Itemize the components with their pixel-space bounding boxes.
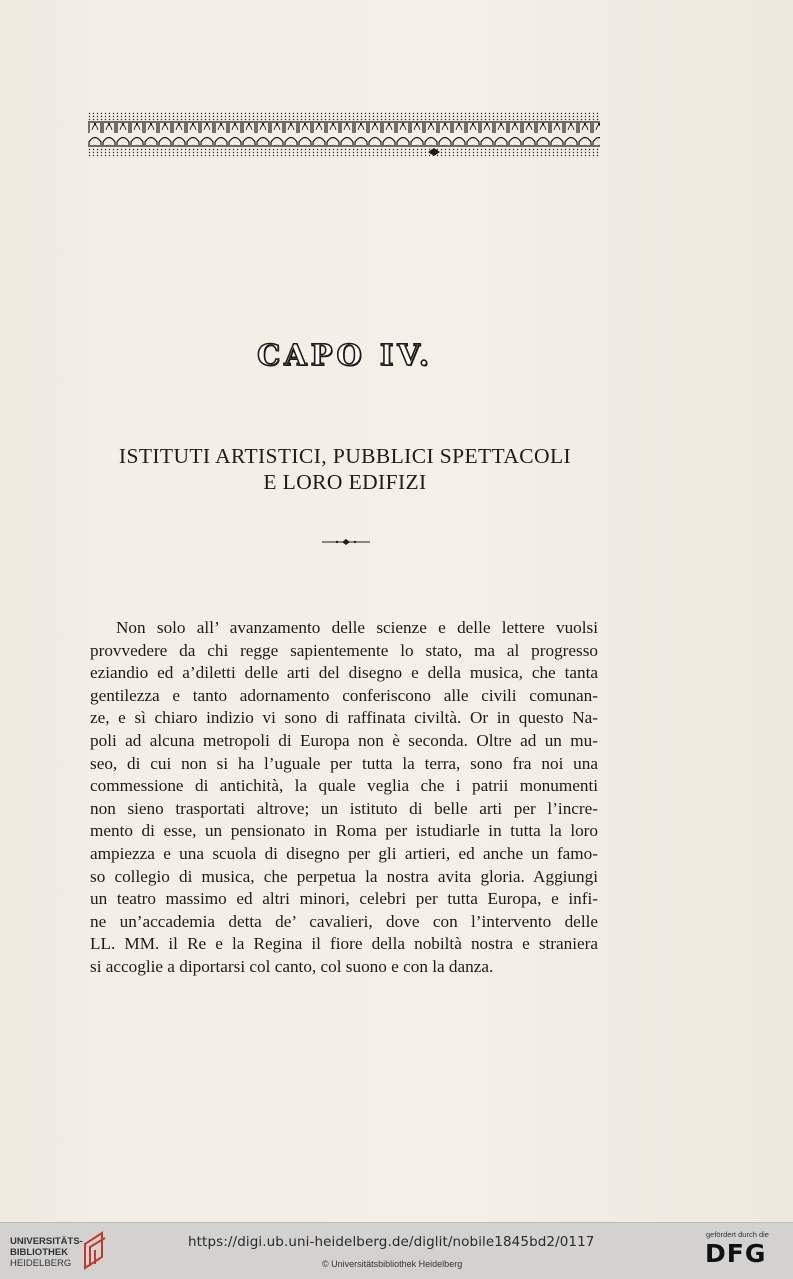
text-line: LL. MM. il Re e la Regina il fiore della nobiltà nostra e straniera (90, 934, 598, 954)
text-line: seo, di cui non si ha l’uguale per tutta la terra, sono fra noi una (90, 753, 598, 773)
chapter-title-line-1: ISTITUTI ARTISTICI, PUBBLICI SPETTACOLI (118, 444, 572, 468)
text-line: un teatro massimo ed altri minori, celebri per tutta Europa, e infi- (90, 889, 598, 909)
text-line: si accoglie a diportarsi col canto, col suono e con la danza. (90, 956, 494, 976)
decorative-header-ornament (88, 112, 600, 157)
text-line: commessione di antichità, la quale veglia che i patrii monumenti (90, 776, 598, 796)
library-logo-icon[interactable] (82, 1230, 108, 1270)
page-permalink[interactable]: https://digi.ub.uni-heidelberg.de/diglit/nobile1845bd2/0117 (188, 1234, 595, 1250)
text-line: ne un’accademia detta de’ cavalieri, dove con l’intervento delle (90, 911, 598, 931)
chapter-title-line-2: E LORO EDIFIZI (263, 470, 427, 494)
dfg-logo[interactable]: DFG (705, 1239, 767, 1268)
text-line: so collegio di musica, che perpetua la nostra avita gloria. Aggiungi (90, 866, 598, 886)
text-line: mento di esse, un pensionato in Roma per istudiarle in tutta la loro (90, 821, 598, 841)
chapter-heading: CAPO IV. (257, 338, 433, 372)
text-line: Non solo all’ avanzamento delle scienze e delle lettere vuolsi (116, 618, 598, 637)
text-line: provvedere da chi regge sapientemente lo stato, ma al progresso (90, 640, 598, 660)
decorative-rule (322, 538, 370, 546)
library-name-line-2: BIBLIOTHEK (10, 1247, 69, 1258)
copyright-notice: © Universitätsbibliothek Heidelberg (322, 1259, 463, 1269)
body-paragraph (90, 617, 598, 979)
library-name-line-3: HEIDELBERG (10, 1258, 72, 1269)
viewer-footer-bar (0, 1222, 793, 1279)
text-line: ampiezza e una scuola di disegno per gli artieri, ed anche un famo- (90, 843, 598, 863)
text-line: eziandio ed a’diletti delle arti del disegno e della musica, che tanta (90, 663, 598, 683)
library-name-line-1: UNIVERSITÄTS- (10, 1236, 83, 1247)
text-line: poli ad alcuna metropoli di Europa non è seconda. Oltre ad un mu- (90, 730, 598, 750)
text-line: gentilezza e tanto adornamento conferiscono alle civili comunan- (90, 685, 598, 705)
text-line: ze, e sì chiaro indizio vi sono di raffinata civiltà. Or in questo Na- (90, 708, 598, 728)
text-line: non sieno trasportati altrove; un istituto di belle arti per l’incre- (90, 798, 598, 818)
funding-note: gefördert durch die (706, 1230, 769, 1239)
